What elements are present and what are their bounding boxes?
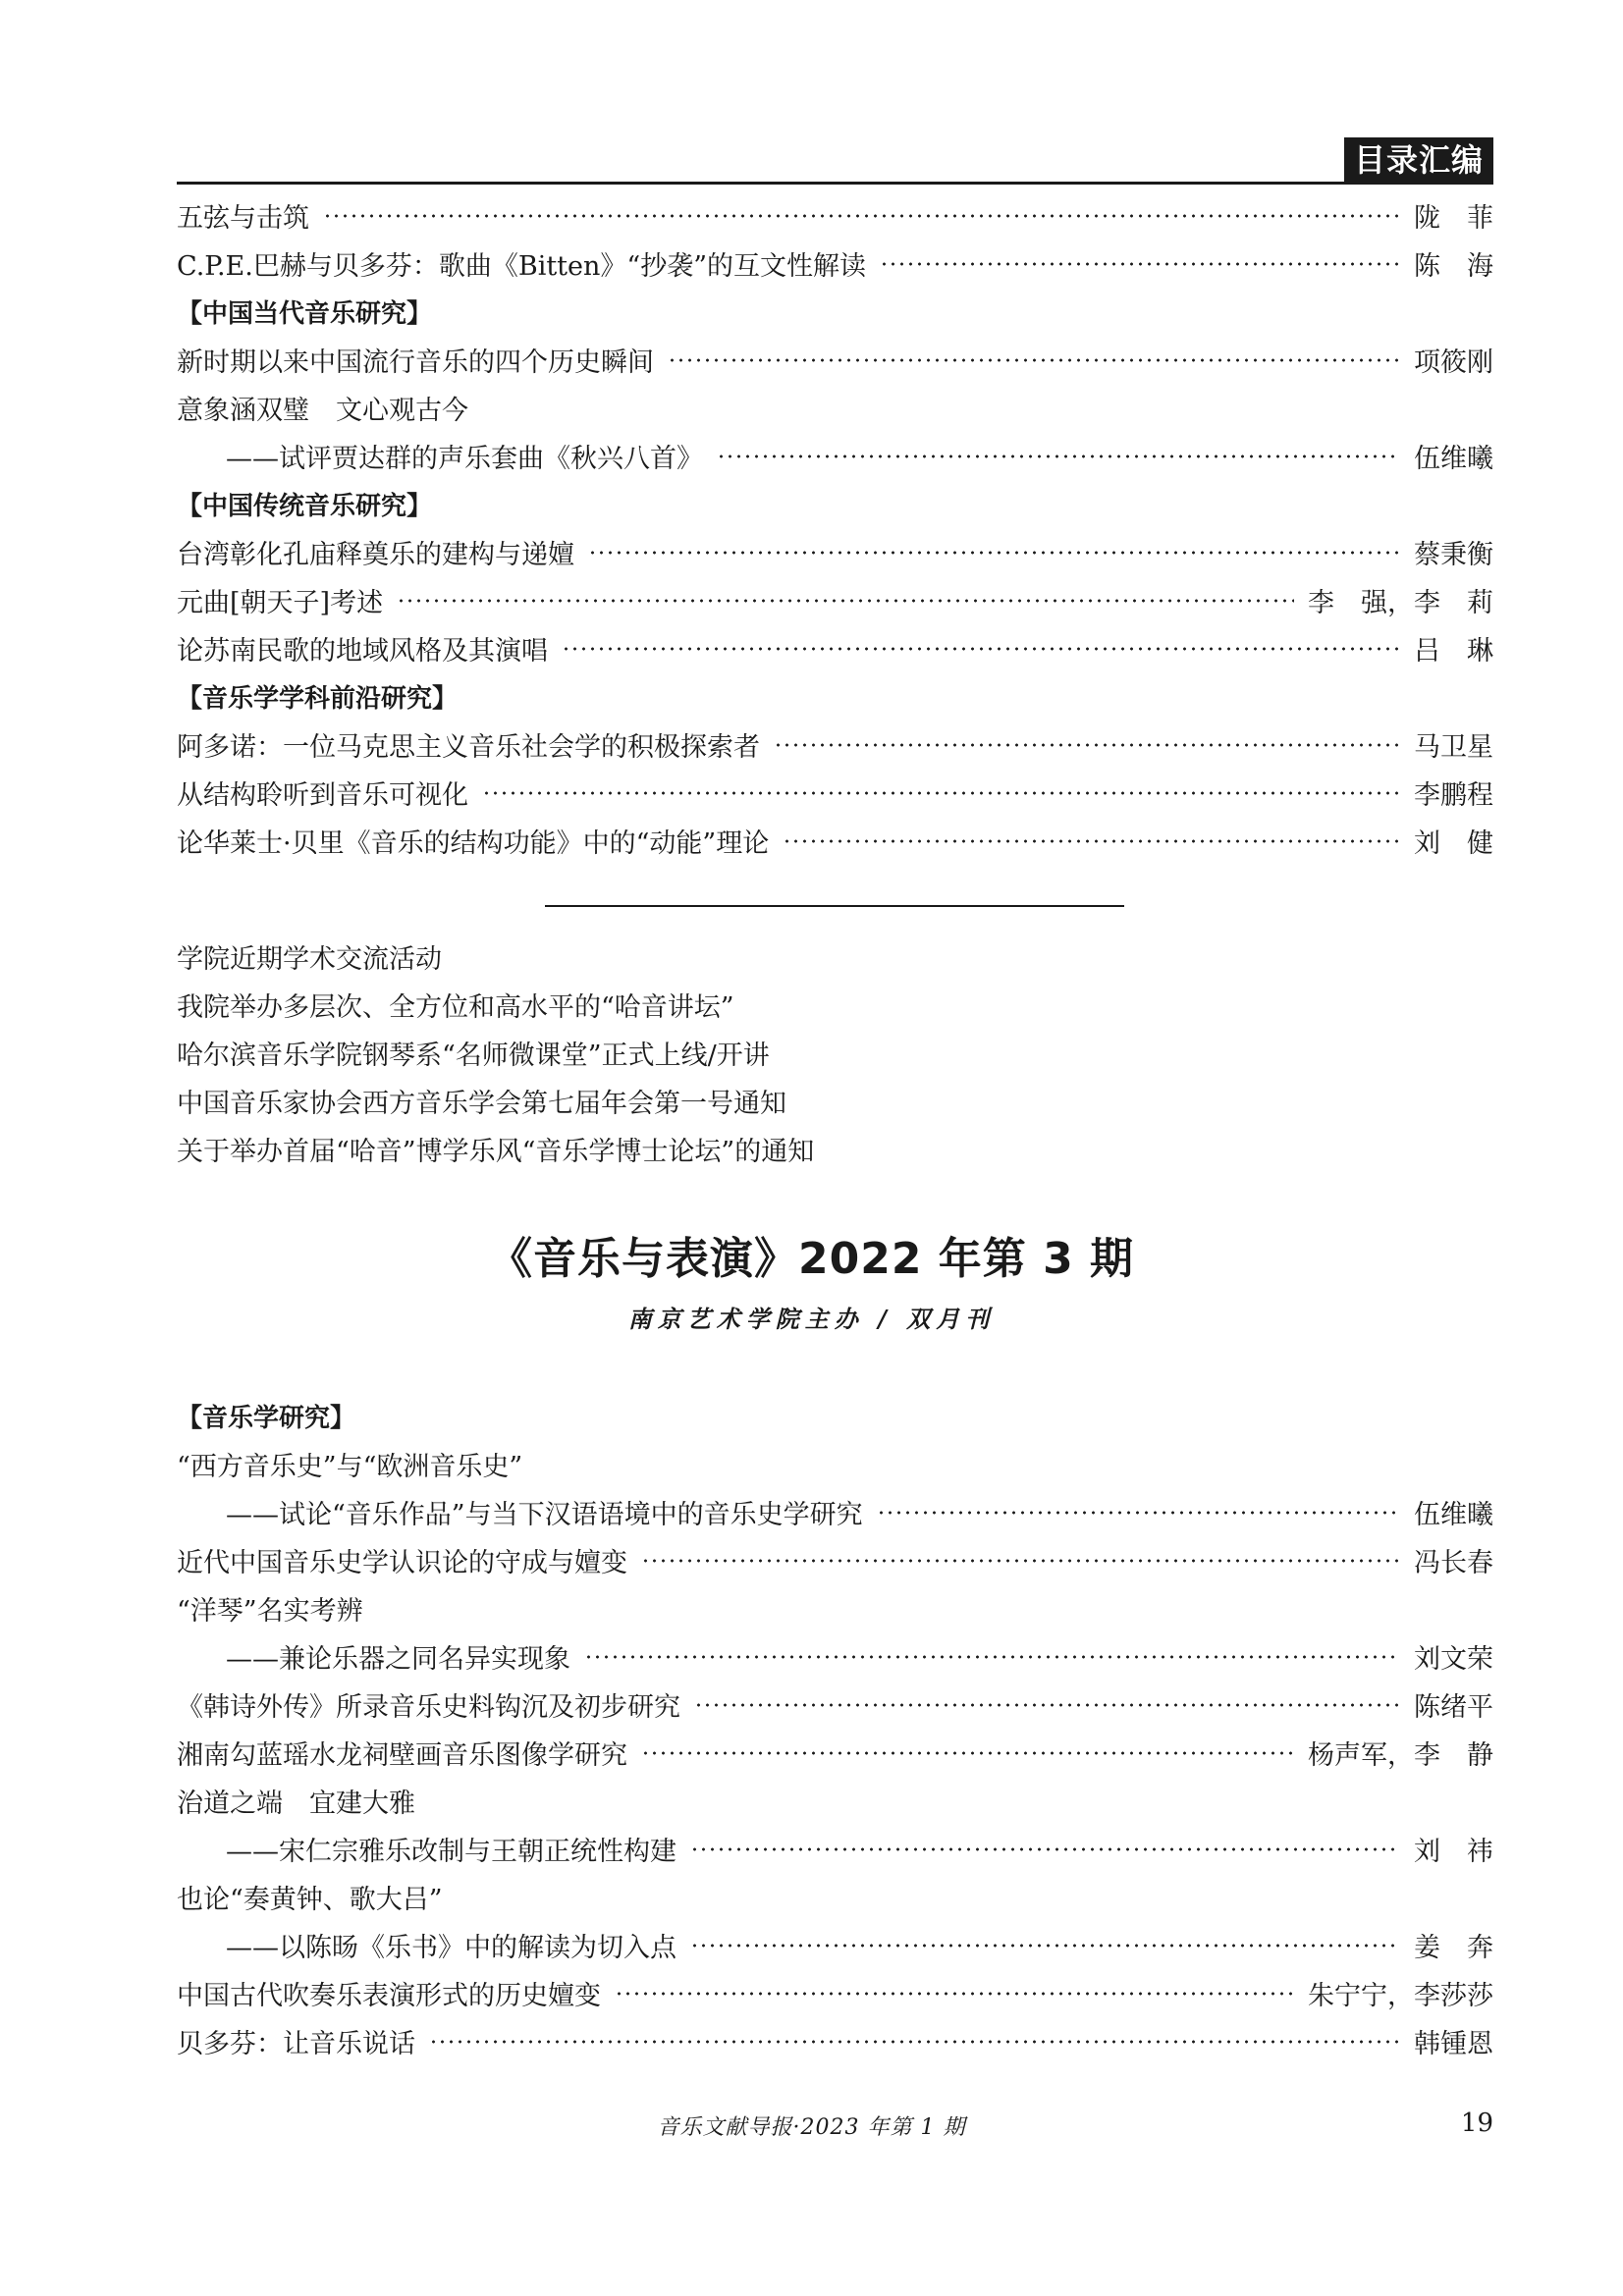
toc-entry xyxy=(177,576,1493,624)
toc-entry xyxy=(177,1488,1493,1536)
toc-entry xyxy=(177,1632,1493,1681)
notice-item: 学院近期学术交流活动 xyxy=(177,944,442,975)
dot-leader xyxy=(482,791,1400,795)
dot-leader xyxy=(694,1703,1400,1707)
dot-leader xyxy=(774,743,1400,747)
toc-entry xyxy=(177,2017,1493,2065)
dot-leader xyxy=(783,839,1400,843)
dot-leader xyxy=(397,599,1294,603)
toc-entry-title: 阿多诺：一位马克思主义音乐社会学的积极探索者 xyxy=(177,732,760,763)
notice-item: 我院举办多层次、全方位和高水平的“哈音讲坛” xyxy=(177,992,734,1023)
toc-part-1 xyxy=(177,191,1493,865)
toc-entry-title: 湘南勾蓝瑶水龙祠壁画音乐图像学研究 xyxy=(177,1740,627,1771)
toc-entry-title: 论苏南民歌的地域风格及其演唱 xyxy=(177,636,548,667)
journal-subtitle: 南京艺术学院主办 / 双月刊 xyxy=(627,1305,996,1333)
toc-entry-author: 项筱刚 xyxy=(1414,347,1493,378)
notice-list xyxy=(177,933,814,1173)
toc-entry-author: 刘文荣 xyxy=(1414,1644,1493,1675)
toc-entry-author: 冯长春 xyxy=(1414,1548,1493,1578)
toc-entry xyxy=(177,721,1493,769)
notice-item: 中国音乐家协会西方音乐学会第七届年会第一号通知 xyxy=(177,1089,786,1119)
toc-entry-author: 朱宁宁，李莎莎 xyxy=(1308,1981,1493,2011)
toc-entry-title: 贝多芬：让音乐说话 xyxy=(177,2029,415,2059)
toc-entry-title: 论华莱士·贝里《音乐的结构功能》中的“动能”理论 xyxy=(177,828,770,859)
notice-item: 哈尔滨音乐学院钢琴系“名师微课堂”正式上线/开讲 xyxy=(177,1041,770,1071)
toc-entry-author: 伍维曦 xyxy=(1414,444,1493,474)
toc-article-title-line: 意象涵双璧 文心观古今 xyxy=(177,396,468,426)
section-divider xyxy=(545,905,1124,907)
toc-entry xyxy=(177,1729,1493,1777)
page-footer: 音乐文献导报·2023 年第 1 期 xyxy=(657,2115,966,2140)
toc-entry xyxy=(177,769,1493,817)
toc-entry-title: 从结构聆听到音乐可视化 xyxy=(177,780,468,811)
toc-entry xyxy=(177,1825,1493,1873)
toc-entry-author: 韩锺恩 xyxy=(1414,2029,1493,2059)
dot-leader xyxy=(588,551,1400,555)
toc-entry xyxy=(177,528,1493,576)
toc-entry xyxy=(177,624,1493,672)
toc-article-title-line: 也论“奏黄钟、歌大吕” xyxy=(177,1885,443,1915)
toc-entry-title: ——兼论乐器之同名异实现象 xyxy=(226,1644,570,1675)
toc-entry-title: 中国古代吹奏乐表演形式的历史嬗变 xyxy=(177,1981,601,2011)
toc-section-heading: 【音乐学研究】 xyxy=(177,1404,356,1433)
toc-entry xyxy=(177,432,1493,480)
toc-entry-author: 杨声军，李 静 xyxy=(1308,1740,1493,1771)
page-number: 19 xyxy=(1460,2109,1493,2138)
dot-leader xyxy=(690,1847,1400,1851)
dot-leader xyxy=(717,454,1400,458)
toc-entry xyxy=(177,191,1493,240)
toc-entry-title: ——以陈旸《乐书》中的解读为切入点 xyxy=(226,1933,676,1963)
toc-entry xyxy=(177,240,1493,288)
toc-entry-author: 李鹏程 xyxy=(1414,780,1493,811)
toc-entry xyxy=(177,1969,1493,2017)
toc-article-title-line: “西方音乐史”与“欧洲音乐史” xyxy=(177,1452,523,1482)
toc-section-heading: 【中国当代音乐研究】 xyxy=(177,299,433,329)
toc-entry-author: 马卫星 xyxy=(1414,732,1493,763)
header-rule xyxy=(177,182,1493,185)
toc-entry xyxy=(177,1536,1493,1584)
dot-leader xyxy=(690,1944,1400,1948)
notice-item: 关于举办首届“哈音”博学乐风“音乐学博士论坛”的通知 xyxy=(177,1137,815,1167)
section-header-tag: 目录汇编 xyxy=(1344,137,1493,183)
dot-leader xyxy=(615,1992,1294,1996)
toc-article-title-line: 治道之端 宜建大雅 xyxy=(177,1789,415,1819)
toc-entry-title: 近代中国音乐史学认识论的守成与嬗变 xyxy=(177,1548,627,1578)
dot-leader xyxy=(877,1511,1400,1515)
toc-entry-author: 伍维曦 xyxy=(1414,1500,1493,1530)
toc-entry-title: ——试论“音乐作品”与当下汉语语境中的音乐史学研究 xyxy=(226,1500,863,1530)
toc-entry-title: C.P.E.巴赫与贝多芬：歌曲《Bitten》“抄袭”的互文性解读 xyxy=(177,251,866,282)
toc-entry-title: 《韩诗外传》所录音乐史料钩沉及初步研究 xyxy=(177,1692,680,1723)
toc-entry-author: 吕 琳 xyxy=(1414,636,1493,667)
toc-entry-author: 蔡秉衡 xyxy=(1414,540,1493,570)
toc-entry xyxy=(177,817,1493,865)
journal-title: 《音乐与表演》2022 年第 3 期 xyxy=(488,1234,1135,1284)
dot-leader xyxy=(429,2040,1400,2044)
toc-entry-author: 陇 菲 xyxy=(1414,203,1493,234)
toc-entry xyxy=(177,336,1493,384)
toc-entry-author: 刘 祎 xyxy=(1414,1837,1493,1867)
toc-section-heading: 【中国传统音乐研究】 xyxy=(177,492,433,521)
toc-part-2 xyxy=(177,1392,1493,2065)
dot-leader xyxy=(584,1655,1400,1659)
dot-leader xyxy=(641,1751,1294,1755)
toc-entry-title: 五弦与击筑 xyxy=(177,203,309,234)
dot-leader xyxy=(668,358,1400,362)
toc-entry-author: 李 强，李 莉 xyxy=(1308,588,1493,618)
toc-section-heading: 【音乐学学科前沿研究】 xyxy=(177,684,459,714)
dot-leader xyxy=(641,1559,1400,1563)
toc-entry-title: ——试评贾达群的声乐套曲《秋兴八首》 xyxy=(226,444,703,474)
toc-entry-author: 刘 健 xyxy=(1414,828,1493,859)
toc-entry-author: 姜 奔 xyxy=(1414,1933,1493,1963)
toc-entry-title: 元曲[朝天子]考述 xyxy=(177,588,384,618)
toc-entry xyxy=(177,1681,1493,1729)
toc-entry-title: 新时期以来中国流行音乐的四个历史瞬间 xyxy=(177,347,654,378)
toc-entry xyxy=(177,1921,1493,1969)
toc-entry-title: 台湾彰化孔庙释奠乐的建构与递嬗 xyxy=(177,540,574,570)
dot-leader xyxy=(562,647,1400,651)
toc-entry-author: 陈绪平 xyxy=(1414,1692,1493,1723)
toc-entry-author: 陈 海 xyxy=(1414,251,1493,282)
toc-article-title-line: “洋琴”名实考辨 xyxy=(177,1596,363,1627)
dot-leader xyxy=(880,262,1400,266)
toc-entry-title: ——宋仁宗雅乐改制与王朝正统性构建 xyxy=(226,1837,676,1867)
dot-leader xyxy=(323,214,1400,218)
